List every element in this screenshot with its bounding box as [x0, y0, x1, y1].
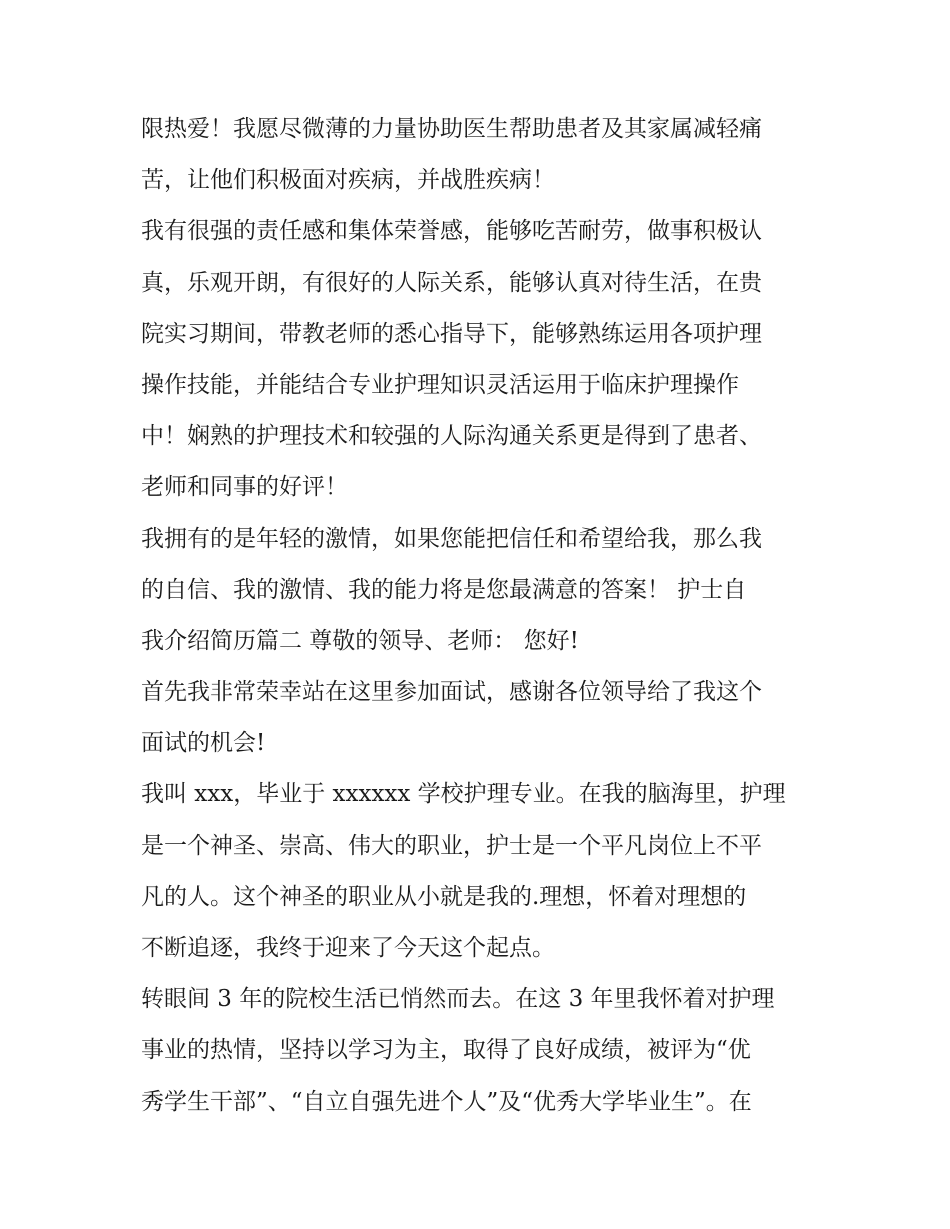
text-line: 苦，让他们积极面对疾病，并战胜疾病！	[141, 167, 555, 194]
document-body	[141, 104, 821, 1128]
text-line: 秀学生干部”、“自立自强先进个人”及“优秀大学毕业生”。在	[141, 1088, 752, 1115]
text-line: 我拥有的是年轻的激情，如果您能把信任和希望给我，那么我	[141, 525, 762, 552]
text-line: 转眼间 3 年的院校生活已悄然而去。在这 3 年里我怀着对护理	[141, 986, 775, 1013]
text-line: 老师和同事的好评！	[141, 474, 348, 501]
text-line: 是一个神圣、崇高、伟大的职业，护士是一个平凡岗位上不平	[141, 832, 762, 859]
text-line: 我介绍简历篇二 尊敬的领导、老师： 您好!	[141, 627, 579, 654]
text-line: 不断追逐，我终于迎来了今天这个起点。	[141, 935, 555, 961]
text-line: 事业的热情，坚持以学习为主，取得了良好成绩，被评为“优	[141, 1037, 751, 1064]
text-line: 我有很强的责任感和集体荣誉感，能够吃苦耐劳，做事积极认	[141, 218, 762, 245]
text-line: 限热爱！我愿尽微薄的力量协助医生帮助患者及其家属减轻痛	[141, 116, 762, 142]
text-line: 我叫 xxx，毕业于 xxxxxx 学校护理专业。在我的脑海里，护理	[141, 781, 786, 808]
text-line: 凡的人。这个神圣的职业从小就是我的.理想，怀着对理想的	[141, 883, 747, 910]
text-line: 首先我非常荣幸站在这里参加面试，感谢各位领导给了我这个	[141, 679, 762, 706]
text-line: 中！娴熟的护理技术和较强的人际沟通关系更是得到了患者、	[141, 423, 762, 450]
text-line: 面试的机会!	[141, 730, 266, 757]
text-line: 的自信、我的激情、我的能力将是您最满意的答案！ 护士自	[141, 576, 747, 603]
text-line: 操作技能，并能结合专业护理知识灵活运用于临床护理操作	[141, 371, 739, 398]
text-line: 真，乐观开朗，有很好的人际关系，能够认真对待生活，在贵	[141, 269, 762, 296]
text-line: 院实习期间，带教老师的悉心指导下，能够熟练运用各项护理	[141, 320, 762, 347]
